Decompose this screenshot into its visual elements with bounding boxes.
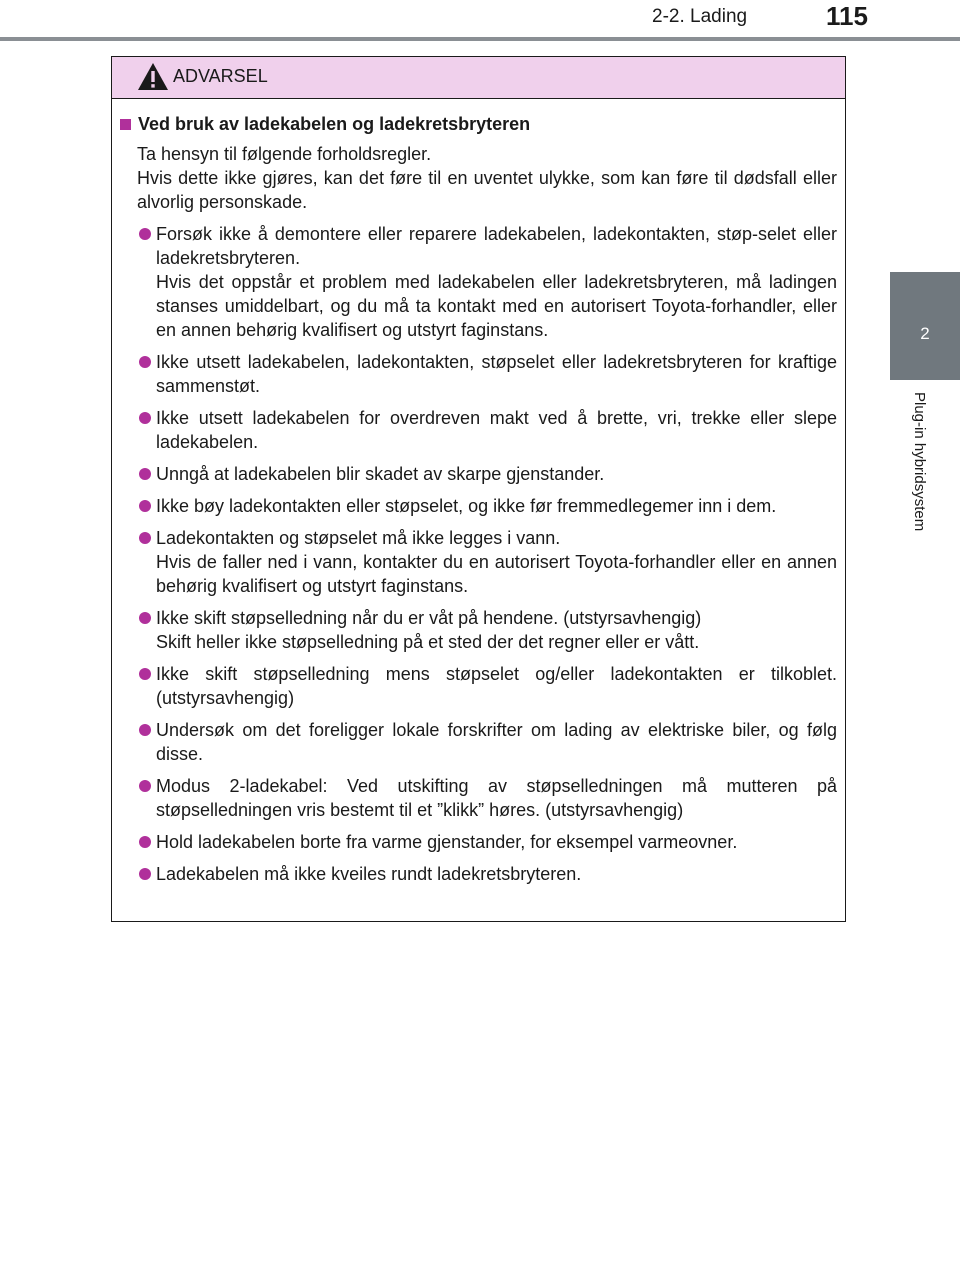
bullet-dot-icon <box>139 780 151 792</box>
warning-bullet-list <box>120 222 837 886</box>
bullet-dot-icon <box>139 356 151 368</box>
intro-line: Hvis dette ikke gjøres, kan det føre til en uventet ulykke, som kan føre til dødsfall eller alvorlig personskade. <box>137 168 837 212</box>
warning-section-title: Ved bruk av ladekabelen og ladekretsbryteren <box>138 114 531 134</box>
bullet-item: Ladekontakten og støpselet må ikke legges i vann. Hvis de faller ned i vann, kontakter du en autorisert Toyota-forhandler eller en annen behørig kvalifisert og utstyrt faginstans. <box>120 526 837 598</box>
warning-box <box>111 56 846 922</box>
section-title: 2-2. Lading <box>652 6 748 27</box>
bullet-dot-icon <box>139 868 151 880</box>
bullet-dot-icon <box>139 724 151 736</box>
warning-triangle-icon <box>137 62 169 91</box>
bullet-dot-icon <box>139 468 151 480</box>
bullet-item: Ikke utsett ladekabelen for overdreven makt ved å brette, vri, trekke eller slepe ladekabelen. <box>120 406 837 454</box>
chapter-tab[interactable] <box>890 272 960 380</box>
bullet-item: Ikke bøy ladekontakten eller støpselet, og ikke før fremmedlegemer inn i dem. <box>120 494 837 518</box>
bullet-item: Modus 2-ladekabel: Ved utskifting av støpselledningen må mutteren på støpselledningen vris bestemt til et ”klikk” høres. (utstyrsavhengig) <box>120 774 837 822</box>
bullet-item: Hold ladekabelen borte fra varme gjenstander, for eksempel varmeovner. <box>120 830 837 854</box>
warning-header <box>112 57 845 99</box>
bullet-item: Ikke utsett ladekabelen, ladekontakten, støpselet eller ladekretsbryteren for kraftige sammenstøt. <box>120 350 837 398</box>
warning-section-heading <box>120 112 837 136</box>
bullet-item: Ladekabelen må ikke kveiles rundt ladekretsbryteren. <box>120 862 837 886</box>
chapter-side-label <box>906 392 930 592</box>
bullet-dot-icon <box>139 412 151 424</box>
bullet-item: Forsøk ikke å demontere eller reparere ladekabelen, ladekontakten, støp-selet eller ladekretsbryteren. Hvis det oppstår et problem med ladekabelen eller ladekretsbryteren, må ladingen stanses umiddelbart, og du må ta kontakt med en autorisert Toyota-forhandler, eller en annen behørig kvalifisert og utstyrt faginstans. <box>120 222 837 342</box>
bullet-dot-icon <box>139 500 151 512</box>
chapter-label-text: Plug-in hybridsystem <box>911 392 928 532</box>
bullet-dot-icon <box>139 228 151 240</box>
bullet-item: Ikke skift støpselledning når du er våt på hendene. (utstyrsavhengig) Skift heller ikke støpselledning på et sted der det regner eller er vått. <box>120 606 837 654</box>
warning-title: ADVARSEL <box>173 66 268 86</box>
bullet-item: Unngå at ladekabelen blir skadet av skarpe gjenstander. <box>120 462 837 486</box>
bullet-dot-icon <box>139 836 151 848</box>
page-number: 115 <box>826 1 868 31</box>
warning-intro <box>137 142 837 214</box>
bullet-dot-icon <box>139 612 151 624</box>
bullet-item: Ikke skift støpselledning mens støpselet og/eller ladekontakten er tilkoblet. (utstyrsavhengig) <box>120 662 837 710</box>
bullet-item: Undersøk om det foreligger lokale forskrifter om lading av elektriske biler, og følg disse. <box>120 718 837 766</box>
chapter-tab-number: 2 <box>920 324 930 343</box>
bullet-dot-icon <box>139 668 151 680</box>
warning-body <box>112 99 845 886</box>
intro-line: Ta hensyn til følgende forholdsregler. <box>137 144 432 164</box>
square-bullet-icon <box>120 119 131 130</box>
header-divider <box>0 37 960 41</box>
bullet-dot-icon <box>139 532 151 544</box>
